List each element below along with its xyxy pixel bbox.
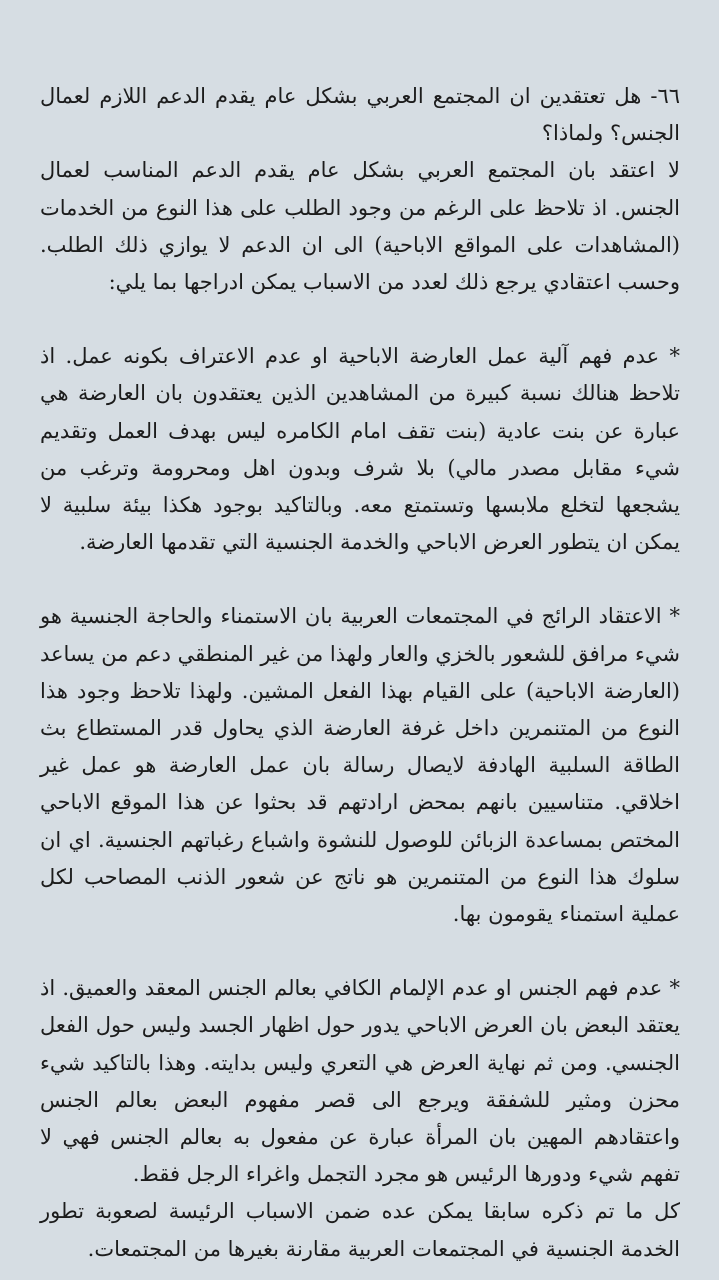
point-3: * عدم فهم الجنس او عدم الإلمام الكافي بعالم الجنس المعقد والعميق. اذ يعتقد البعض بان العرض الاباحي يدور حول اظهار الجسد وليس حول الفعل الجنسي. ومن ثم نهاية العرض هي التعري وليس بدايته. وهذا بالتاكيد شيء محزن ومثير للشفقة ويرجع الى قصر مفهوم البعض بعالم الجنس واعتقادهم المهين بان المرأة عبارة عن مفعول به بعالم الجنس فهي لا تفهم شيء ودورها الرئيس هو مجرد التجمل واغراء الرجل فقط. (40, 976, 680, 1187)
paragraph-gap (40, 301, 680, 338)
document-page (40, 78, 680, 1268)
answer-intro: لا اعتقد بان المجتمع العربي بشكل عام يقدم الدعم المناسب لعمال الجنس. اذ تلاحظ على الرغم من وجود الطلب على هذا النوع من الخدمات (المشاهدات على المواقع الاباحية) الى ان الدعم لا يوازي ذلك الطلب. وحسب اعتقادي يرجع ذلك لعدد من الاسباب يمكن ادراجها بما يلي: (40, 158, 680, 295)
paragraph-gap (40, 561, 680, 598)
point-2: * الاعتقاد الرائج في المجتمعات العربية بان الاستمناء والحاجة الجنسية هو شيء مرافق للشعور بالخزي والعار ولهذا من غير المنطقي دعم من يساعد (العارضة الاباحية) على القيام بهذا الفعل المشين. ولهذا تلاحظ وجود هذا النوع من المتنمرين داخل غرفة العارضة الذي يحاول قدر المستطاع بث الطاقة السلبية الهادفة لايصال رسالة بان عمل العارضة هو عمل غير اخلاقي. متناسيين بانهم بمحض ارادتهم قد بحثوا عن هذا الموقع الاباحي المختص بمساعدة الزبائن للوصول للنشوة واشباع رغباتهم الجنسية. اي ان سلوك هذا النوع من المتنمرين هو ناتج عن شعور الذنب المصاحب لكل عملية استمناء يقومون بها. (40, 604, 680, 927)
paragraph-gap (40, 933, 680, 970)
question-text: ٦٦- هل تعتقدين ان المجتمع العربي بشكل عام يقدم الدعم اللازم لعمال الجنس؟ ولماذا؟ (40, 84, 680, 146)
conclusion-text: كل ما تم ذكره سابقا يمكن عده ضمن الاسباب الرئيسة لصعوبة تطور الخدمة الجنسية في المجتمعات العربية مقارنة بغيرها من المجتمعات. (40, 1199, 680, 1261)
point-1: * عدم فهم آلية عمل العارضة الاباحية او عدم الاعتراف بكونه عمل. اذ تلاحظ هنالك نسبة كبيرة من المشاهدين الذين يعتقدون بان العارضة هي عبارة عن بنت عادية (بنت تقف امام الكامره ليس بهدف العمل وتقديم شيء مقابل مصدر مالي) بلا شرف وبدون اهل ومحرومة وترغب من يشجعها لتخلع ملابسها وتستمتع معه. وبالتاكيد بوجود هكذا بيئة سلبية لا يمكن ان يتطور العرض الاباحي والخدمة الجنسية التي تقدمها العارضة. (40, 344, 680, 555)
